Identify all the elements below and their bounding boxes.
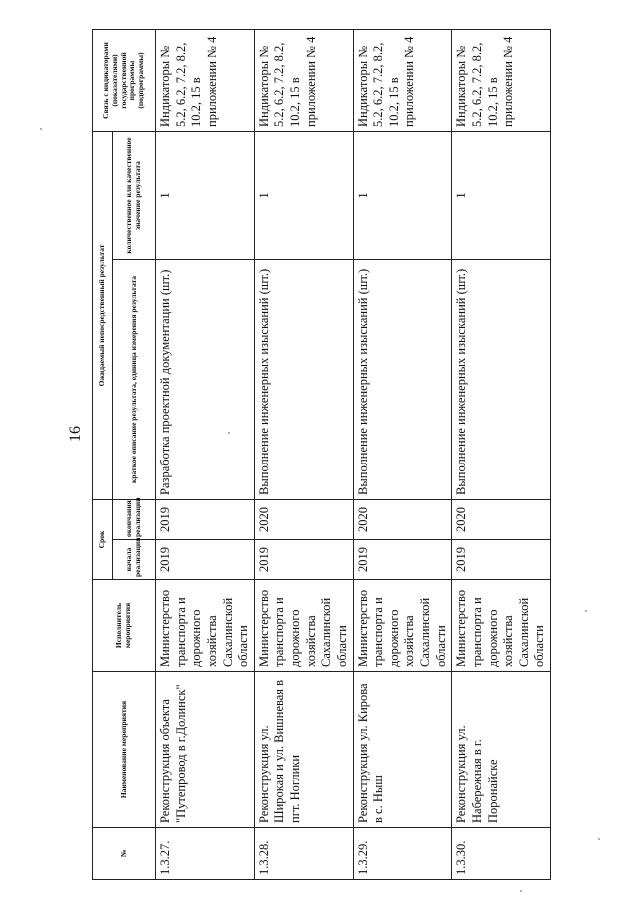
- header-result-value: количественное или качественное значение результата: [113, 131, 156, 259]
- table-row: [452, 29, 551, 879]
- scan-speck: [520, 890, 522, 892]
- scan-speck: [40, 128, 42, 130]
- table-row: [353, 29, 452, 879]
- row-end: 2020: [452, 499, 551, 539]
- row-value: 1: [156, 131, 255, 259]
- measures-table: [92, 29, 551, 880]
- row-value: 1: [254, 131, 353, 259]
- row-executor: Министерство транспорта и дорожного хозяйства Сахалинской области: [452, 580, 551, 672]
- row-start: 2019: [254, 540, 353, 580]
- header-result-desc: краткое описание результата, единица измерения результата: [113, 259, 156, 499]
- row-link: Индикаторы № 5.2, 6.2, 7.2, 8.2, 10.2, 15 в приложении № 4: [254, 29, 353, 131]
- table-row: [254, 29, 353, 879]
- row-num: 1.3.27.: [156, 828, 255, 880]
- row-desc: Разработка проектной документации (шт.): [156, 259, 255, 499]
- row-start: 2019: [156, 540, 255, 580]
- header-link: Связь с индикаторами (показателями) государственной программы (подпрограммы): [93, 29, 156, 131]
- row-link: Индикаторы № 5.2, 6.2, 7.2, 8.2, 10.2, 15 в приложении № 4: [452, 29, 551, 131]
- row-start: 2019: [452, 540, 551, 580]
- row-start: 2019: [353, 540, 452, 580]
- header-executor: Исполнитель мероприятия: [93, 580, 156, 672]
- scan-speck: [598, 838, 600, 840]
- row-name: Реконструкция ул. Кирова в с. Ныш: [353, 672, 452, 828]
- row-executor: Министерство транспорта и дорожного хозяйства Сахалинской области: [156, 580, 255, 672]
- row-value: 1: [353, 131, 452, 259]
- header-name: Наименование мероприятия: [93, 672, 156, 828]
- row-num: 1.3.28.: [254, 828, 353, 880]
- header-num: №: [93, 828, 156, 880]
- row-value: 1: [452, 131, 551, 259]
- row-num: 1.3.30.: [452, 828, 551, 880]
- row-end: 2020: [254, 499, 353, 539]
- row-end: 2019: [156, 499, 255, 539]
- rotated-table-container: [92, 30, 547, 880]
- row-name: Реконструкция ул. Набережная в г. Поронайске: [452, 672, 551, 828]
- header-term-start: начала реализации: [113, 540, 156, 580]
- row-desc: Выполнение инженерных изысканий (шт.): [353, 259, 452, 499]
- row-num: 1.3.29.: [353, 828, 452, 880]
- row-link: Индикаторы № 5.2, 6.2, 7.2, 8.2, 10.2, 15 в приложении № 4: [156, 29, 255, 131]
- page-number: 16: [67, 426, 84, 442]
- scan-speck: [228, 432, 230, 434]
- row-desc: Выполнение инженерных изысканий (шт.): [452, 259, 551, 499]
- row-executor: Министерство транспорта и дорожного хозяйства Сахалинской области: [254, 580, 353, 672]
- header-term-end: окончания реализации: [113, 499, 156, 539]
- row-end: 2020: [353, 499, 452, 539]
- row-link: Индикаторы № 5.2, 6.2, 7.2, 8.2, 10.2, 15 в приложении № 4: [353, 29, 452, 131]
- row-executor: Министерство транспорта и дорожного хозяйства Сахалинской области: [353, 580, 452, 672]
- row-name: Реконструкция ул. Широкая и ул. Вишневая в пгт. Ноглики: [254, 672, 353, 828]
- header-result: Ожидаемый непосредственный результат: [93, 131, 113, 499]
- row-desc: Выполнение инженерных изысканий (шт.): [254, 259, 353, 499]
- scan-speck: [585, 610, 587, 612]
- header-term: Срок: [93, 499, 113, 579]
- row-name: Реконструкция объекта "Путепровод в г.Долинск": [156, 672, 255, 828]
- table-row: [156, 29, 255, 879]
